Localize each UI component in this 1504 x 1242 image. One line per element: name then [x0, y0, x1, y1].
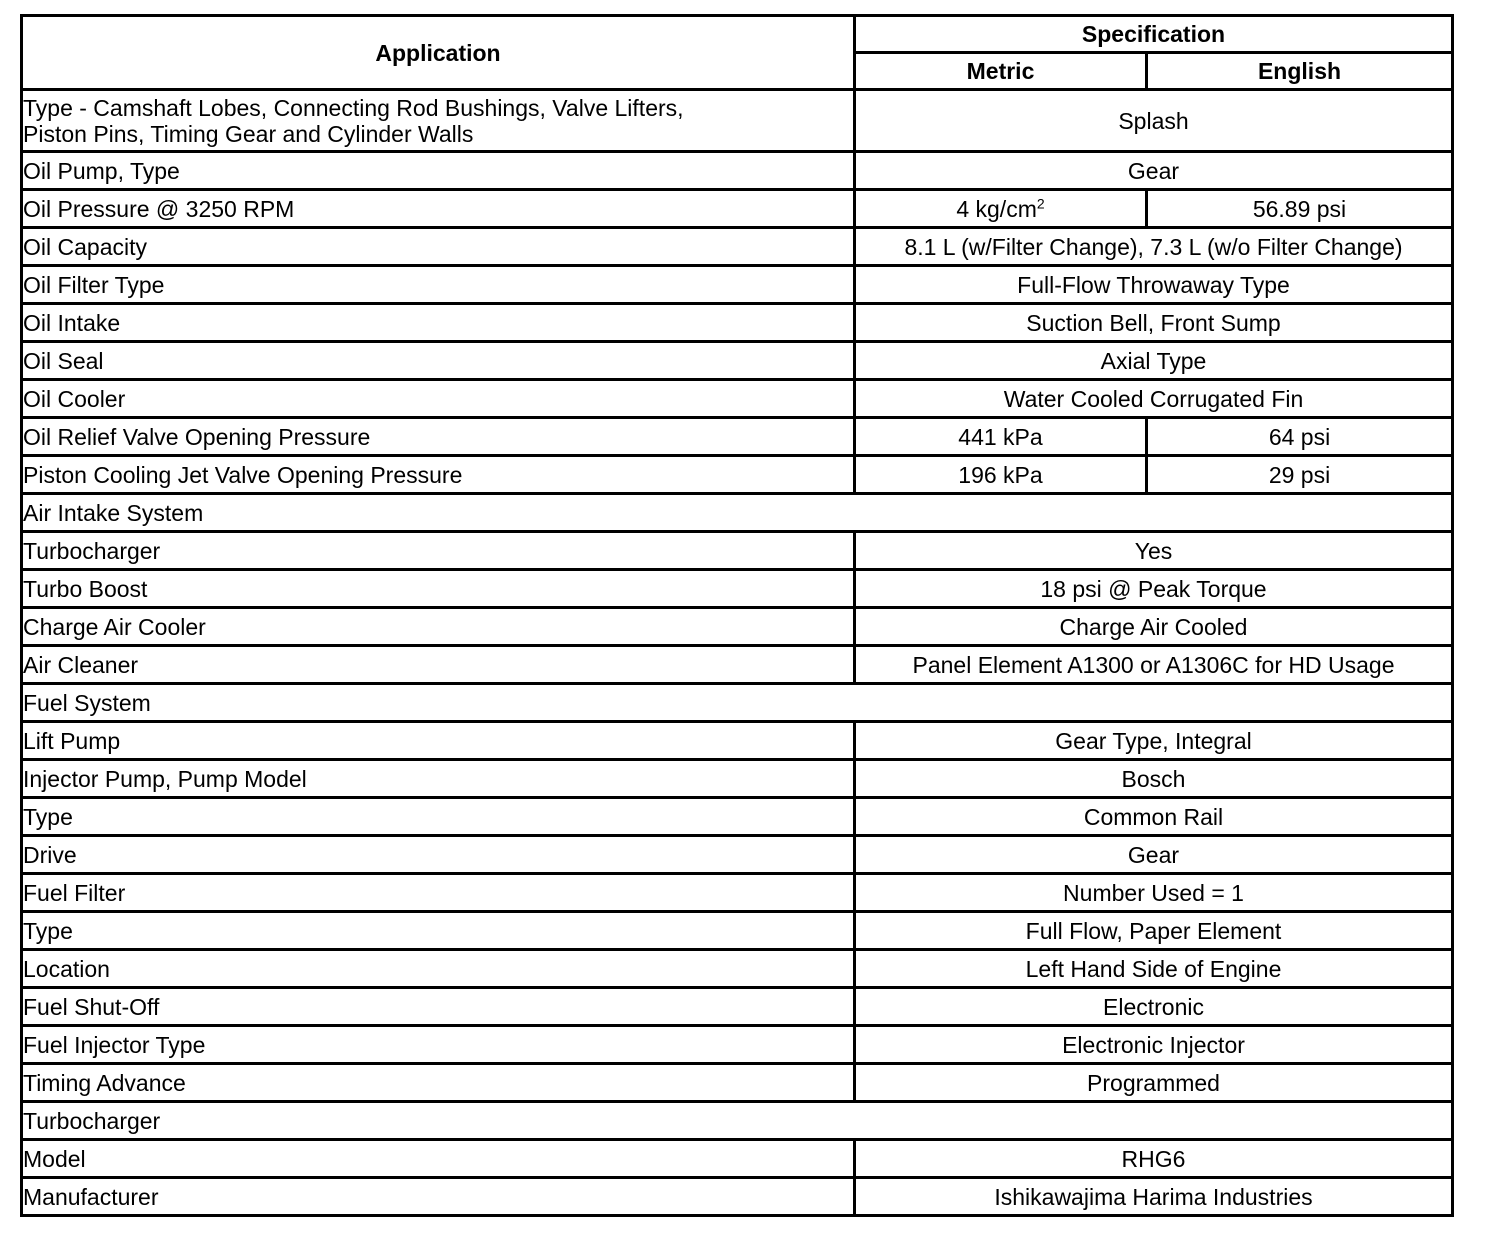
row-value: Full-Flow Throwaway Type — [855, 266, 1453, 304]
row-value: Gear — [855, 836, 1453, 874]
row-value: Axial Type — [855, 342, 1453, 380]
application-header: Application — [22, 16, 855, 90]
row-label — [22, 90, 855, 152]
table-row — [22, 798, 1453, 836]
table-row — [22, 836, 1453, 874]
table-row — [22, 380, 1453, 418]
section-row — [22, 1102, 1453, 1140]
metric-value-text: 4 kg/cm — [956, 195, 1037, 222]
table-row — [22, 304, 1453, 342]
row-value: Number Used = 1 — [855, 874, 1453, 912]
row-value: Charge Air Cooled — [855, 608, 1453, 646]
table-row — [22, 1178, 1453, 1216]
row-value: Common Rail — [855, 798, 1453, 836]
row-value: RHG6 — [855, 1140, 1453, 1178]
row-label: Piston Cooling Jet Valve Opening Pressure — [22, 456, 855, 494]
row-label: Location — [22, 950, 855, 988]
row-label: Oil Pressure @ 3250 RPM — [22, 190, 855, 228]
row-value: Bosch — [855, 760, 1453, 798]
superscript: 2 — [1036, 194, 1045, 211]
row-label: Lift Pump — [22, 722, 855, 760]
table-row — [22, 874, 1453, 912]
table-row — [22, 988, 1453, 1026]
table-row — [22, 1064, 1453, 1102]
row-value: Yes — [855, 532, 1453, 570]
row-label: Injector Pump, Pump Model — [22, 760, 855, 798]
table-row — [22, 418, 1453, 456]
english-header: English — [1147, 53, 1453, 90]
row-label: Type — [22, 912, 855, 950]
specification-header: Specification — [855, 16, 1453, 53]
metric-value: 441 kPa — [855, 418, 1147, 456]
row-value: 8.1 L (w/Filter Change), 7.3 L (w/o Filter Change) — [855, 228, 1453, 266]
table-row — [22, 152, 1453, 190]
row-label: Model — [22, 1140, 855, 1178]
row-label: Manufacturer — [22, 1178, 855, 1216]
row-label: Oil Seal — [22, 342, 855, 380]
row-value: Water Cooled Corrugated Fin — [855, 380, 1453, 418]
row-value: Electronic — [855, 988, 1453, 1026]
row-value: Full Flow, Paper Element — [855, 912, 1453, 950]
table-row — [22, 456, 1453, 494]
row-label: Oil Pump, Type — [22, 152, 855, 190]
row-value: Ishikawajima Harima Industries — [855, 1178, 1453, 1216]
english-value: 56.89 psi — [1147, 190, 1453, 228]
row-value: Panel Element A1300 or A1306C for HD Usage — [855, 646, 1453, 684]
table-row — [22, 228, 1453, 266]
section-title: Turbocharger — [22, 1102, 1453, 1140]
row-label: Drive — [22, 836, 855, 874]
table-row — [22, 608, 1453, 646]
row-value: Suction Bell, Front Sump — [855, 304, 1453, 342]
table-row — [22, 912, 1453, 950]
row-value: 18 psi @ Peak Torque — [855, 570, 1453, 608]
row-value: Programmed — [855, 1064, 1453, 1102]
table-row — [22, 646, 1453, 684]
table-row — [22, 1140, 1453, 1178]
row-label: Timing Advance — [22, 1064, 855, 1102]
specification-table — [20, 14, 1454, 1217]
table-row — [22, 90, 1453, 152]
table-row — [22, 760, 1453, 798]
english-value: 64 psi — [1147, 418, 1453, 456]
section-row — [22, 494, 1453, 532]
metric-value: 196 kPa — [855, 456, 1147, 494]
table-row — [22, 722, 1453, 760]
row-label: Oil Relief Valve Opening Pressure — [22, 418, 855, 456]
row-value: Electronic Injector — [855, 1026, 1453, 1064]
metric-value — [855, 190, 1147, 228]
table-row — [22, 570, 1453, 608]
row-label: Oil Cooler — [22, 380, 855, 418]
row-label: Turbocharger — [22, 532, 855, 570]
row-label-line-2: Piston Pins, Timing Gear and Cylinder Walls — [23, 120, 474, 147]
row-label: Turbo Boost — [22, 570, 855, 608]
row-label: Charge Air Cooler — [22, 608, 855, 646]
row-label: Fuel Filter — [22, 874, 855, 912]
section-row — [22, 684, 1453, 722]
row-label: Fuel Injector Type — [22, 1026, 855, 1064]
table-row — [22, 1026, 1453, 1064]
row-label: Fuel Shut-Off — [22, 988, 855, 1026]
row-label: Type — [22, 798, 855, 836]
row-label: Oil Capacity — [22, 228, 855, 266]
metric-header: Metric — [855, 53, 1147, 90]
section-title: Fuel System — [22, 684, 1453, 722]
table-row — [22, 950, 1453, 988]
section-title: Air Intake System — [22, 494, 1453, 532]
row-label: Oil Filter Type — [22, 266, 855, 304]
table-row — [22, 190, 1453, 228]
row-label: Oil Intake — [22, 304, 855, 342]
row-value: Left Hand Side of Engine — [855, 950, 1453, 988]
row-label: Air Cleaner — [22, 646, 855, 684]
table-row — [22, 342, 1453, 380]
row-value: Splash — [855, 90, 1453, 152]
table-row — [22, 532, 1453, 570]
row-value: Gear — [855, 152, 1453, 190]
english-value: 29 psi — [1147, 456, 1453, 494]
row-value: Gear Type, Integral — [855, 722, 1453, 760]
row-label-line-1: Type - Camshaft Lobes, Connecting Rod Bushings, Valve Lifters, — [23, 94, 684, 121]
table-row — [22, 266, 1453, 304]
